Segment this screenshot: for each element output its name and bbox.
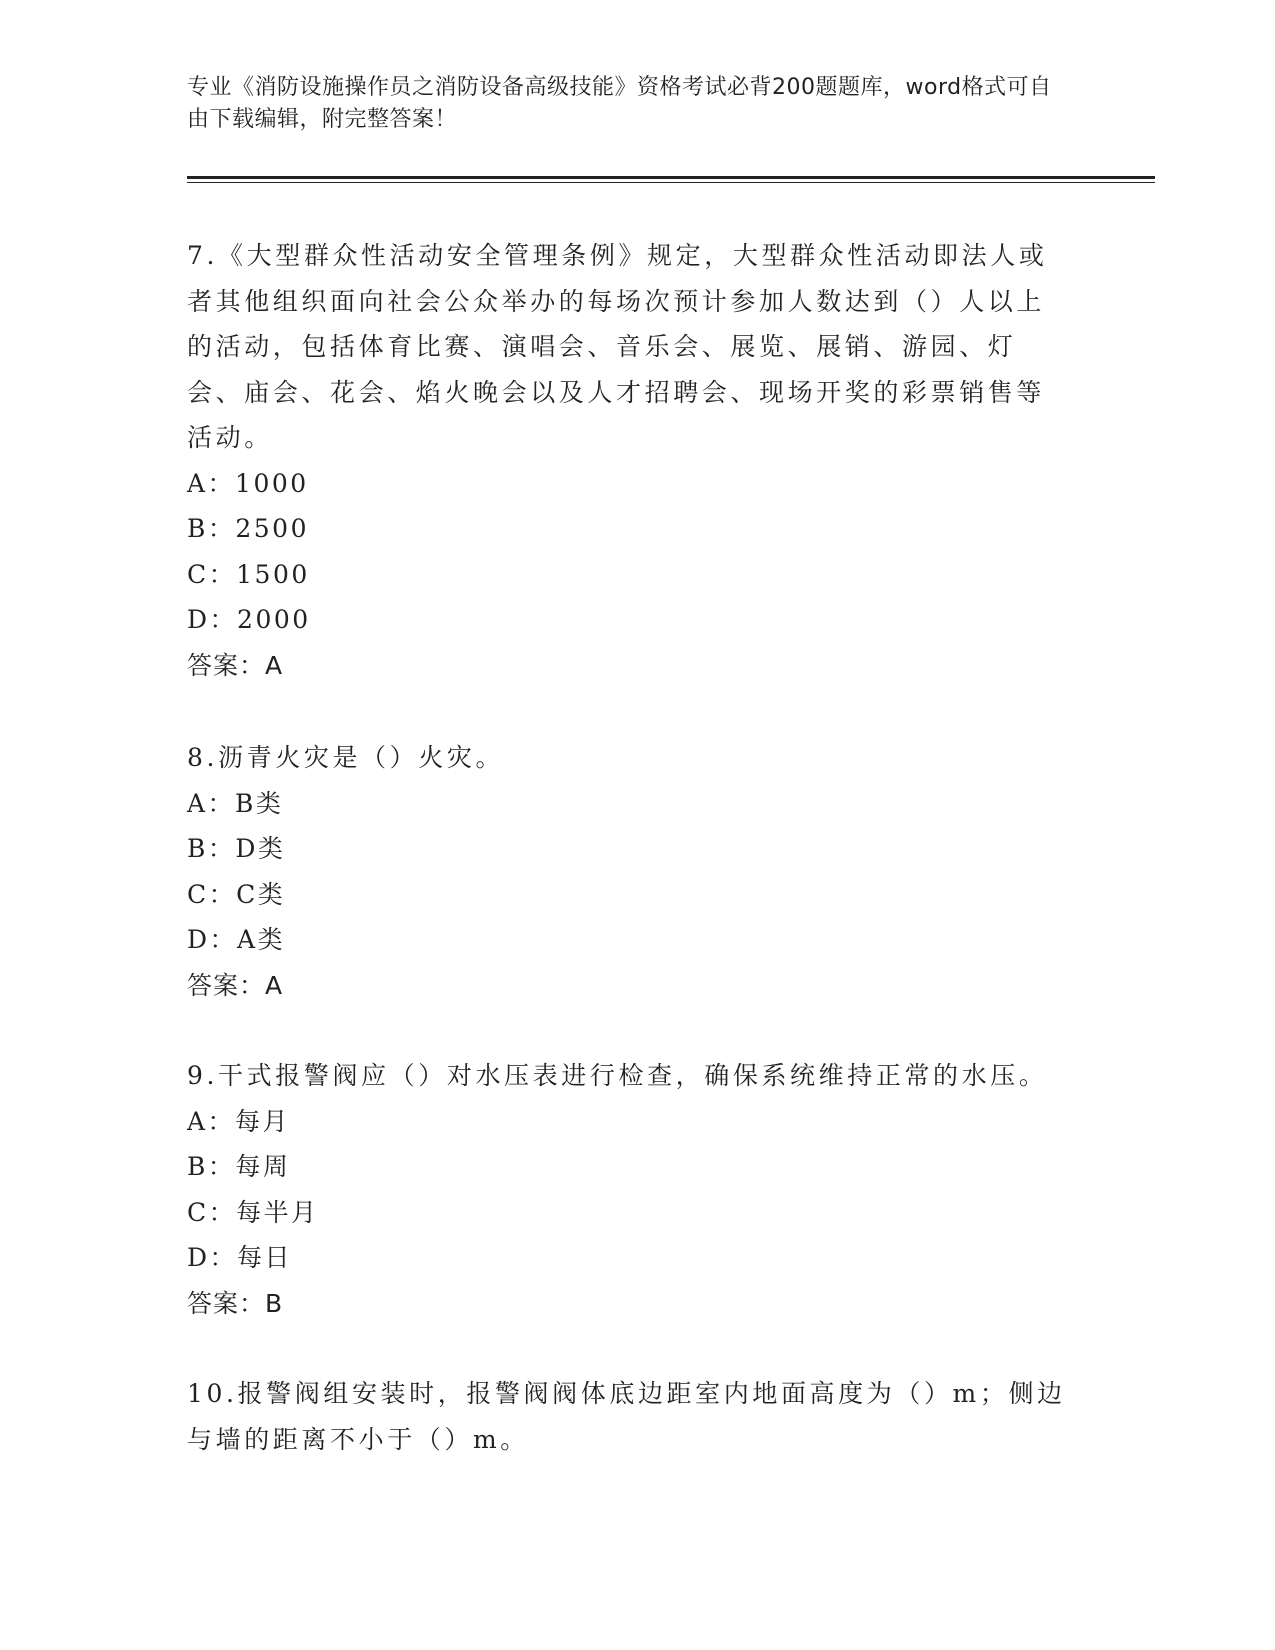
answer-line: 答案：A — [187, 650, 284, 680]
option-a: A：1000 — [187, 468, 309, 498]
option-c: C：每半月 — [187, 1197, 319, 1227]
document-header: 专业《消防设施操作员之消防设备高级技能》资格考试必背200题题库，word格式可自由下载编辑，附完整答案！ — [187, 75, 1052, 132]
option-b: B：2500 — [187, 514, 309, 543]
option-d: D：每日 — [187, 1243, 293, 1272]
question-8 — [187, 735, 1067, 1008]
answer-line: 答案：B — [187, 1288, 284, 1318]
header-divider-thin — [187, 182, 1155, 183]
option-b: B：每周 — [187, 1152, 291, 1181]
question-9 — [187, 1053, 1067, 1326]
option-a: A：每月 — [187, 1106, 291, 1136]
question-stem: 9.干式报警阀应（）对水压表进行检查，确保系统维持正常的水压。 — [187, 1061, 1048, 1090]
option-c: C：1500 — [187, 559, 310, 589]
question-10 — [187, 1371, 1067, 1462]
question-stem: 10.报警阀组安装时，报警阀阀体底边距室内地面高度为（）m；侧边与墙的距离不小于（）m。 — [187, 1379, 1066, 1454]
question-7 — [187, 233, 1067, 688]
option-a: A：B类 — [187, 788, 284, 818]
question-stem: 8.沥青火灾是（）火灾。 — [187, 743, 505, 772]
answer-line: 答案：A — [187, 970, 284, 1000]
option-c: C：C类 — [187, 879, 286, 909]
option-d: D：2000 — [187, 605, 311, 634]
option-d: D：A类 — [187, 925, 286, 954]
option-b: B：D类 — [187, 834, 286, 863]
question-stem: 7.《大型群众性活动安全管理条例》规定，大型群众性活动即法人或者其他组织面向社会公众举办的每场次预计参加人数达到（）人以上的活动，包括体育比赛、演唱会、音乐会、展览、展销、游园、灯会、庙会、花会、焰火晚会以及人才招聘会、现场开奖的彩票销售等活动。 — [187, 241, 1048, 452]
header-divider-thick — [187, 176, 1155, 179]
